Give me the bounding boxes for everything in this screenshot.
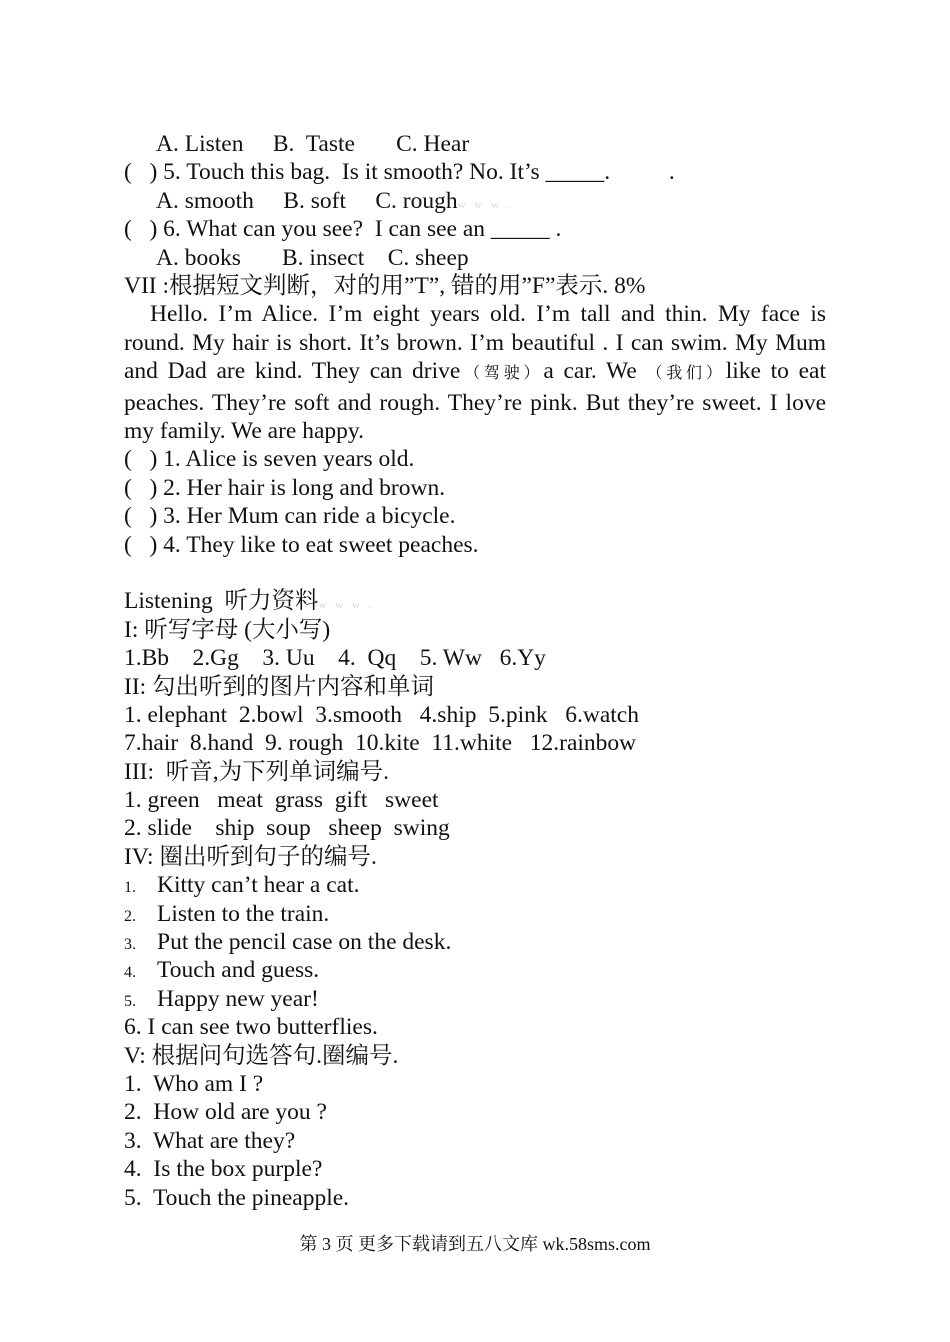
part5-item: 4. Is the box purple? [124,1156,323,1183]
section7-passage: Hello. I’m Alice. I’m eight years old. I’m tall and thin. My face is round. My hair is short. It’s brown. I’m beautiful . I can swim. My Mum and Dad are kind. They can drive（驾驶）a car. We （我们）like to eat peaches. They’re soft and rough. They’re pink. But they’re sweet. I love my family. We are happy. [124,301,826,444]
section7-item: ( ) 2. Her hair is long and brown. [124,474,446,501]
part2-title: II: 勾出听到的图片内容和单词 [124,673,435,700]
part5-item: 3. What are they? [124,1127,296,1154]
part5-title: V: 根据问句选答句.圈编号. [124,1042,399,1069]
spacer [124,559,826,587]
watermark: w w w . [318,599,375,612]
q5-question: ( ) 5. Touch this bag. Is it smooth? No. It’s _____. . [124,159,675,186]
part5-item: 5. Touch the pineapple. [124,1184,350,1211]
part5-item: 1. Who am I ? [124,1070,264,1097]
section7-item: ( ) 4. They like to eat sweet peaches. [124,531,479,558]
listening-title-line [124,587,826,615]
part4-item: 4. Touch and guess. [124,957,320,984]
part3-line: 2. slide ship soup sheep swing [124,815,450,842]
part4-item: 5. Happy new year! [124,985,319,1012]
q6-question: ( ) 6. What can you see? I can see an _____ . [124,216,562,243]
part2-line: 1. elephant 2.bowl 3.smooth 4.ship 5.pink 6.watch [124,701,639,728]
part1-content: 1.Bb 2.Gg 3. Uu 4. Qq 5. Ww 6.Yy [124,645,546,672]
part2-line: 7.hair 8.hand 9. rough 10.kite 11.white 12.rainbow [124,730,637,757]
note-we: （我们） [646,365,726,383]
listening-title: Listening 听力资料 [124,588,319,615]
part4-item: 1. Kitty can’t hear a cat. [124,872,360,899]
section7-title: VII :根据短文判断，对的用”T”, 错的用”F”表示. 8% [124,272,646,299]
part4-item: 2. Listen to the train. [124,900,330,927]
page-footer: 第 3 页 更多下载请到五八文库 wk.58sms.com [299,1234,651,1254]
section7-item: ( ) 1. Alice is seven years old. [124,446,415,473]
watermark: w w w . [457,198,514,211]
part3-line: 1. green meat grass gift sweet [124,787,439,814]
q5-options: A. smooth B. soft C. rough [156,187,458,214]
part4-item: 6. I can see two butterflies. [124,1014,378,1041]
part1-title: I: 听写字母 (大小写) [124,616,331,643]
part4-item: 3. Put the pencil case on the desk. [124,929,452,956]
q5-options-line [124,187,826,215]
q4-options: A. Listen B. Taste C. Hear [156,131,470,157]
q6-options: A. books B. insect C. sheep [156,244,469,271]
document-page [124,130,826,1212]
note-drive: （驾驶） [460,365,544,383]
part4-title: IV: 圈出听到句子的编号. [124,843,377,870]
section7-item: ( ) 3. Her Mum can ride a bicycle. [124,503,456,530]
part5-item: 2. How old are you ? [124,1099,327,1126]
part3-title: III: 听音,为下列单词编号. [124,758,390,785]
